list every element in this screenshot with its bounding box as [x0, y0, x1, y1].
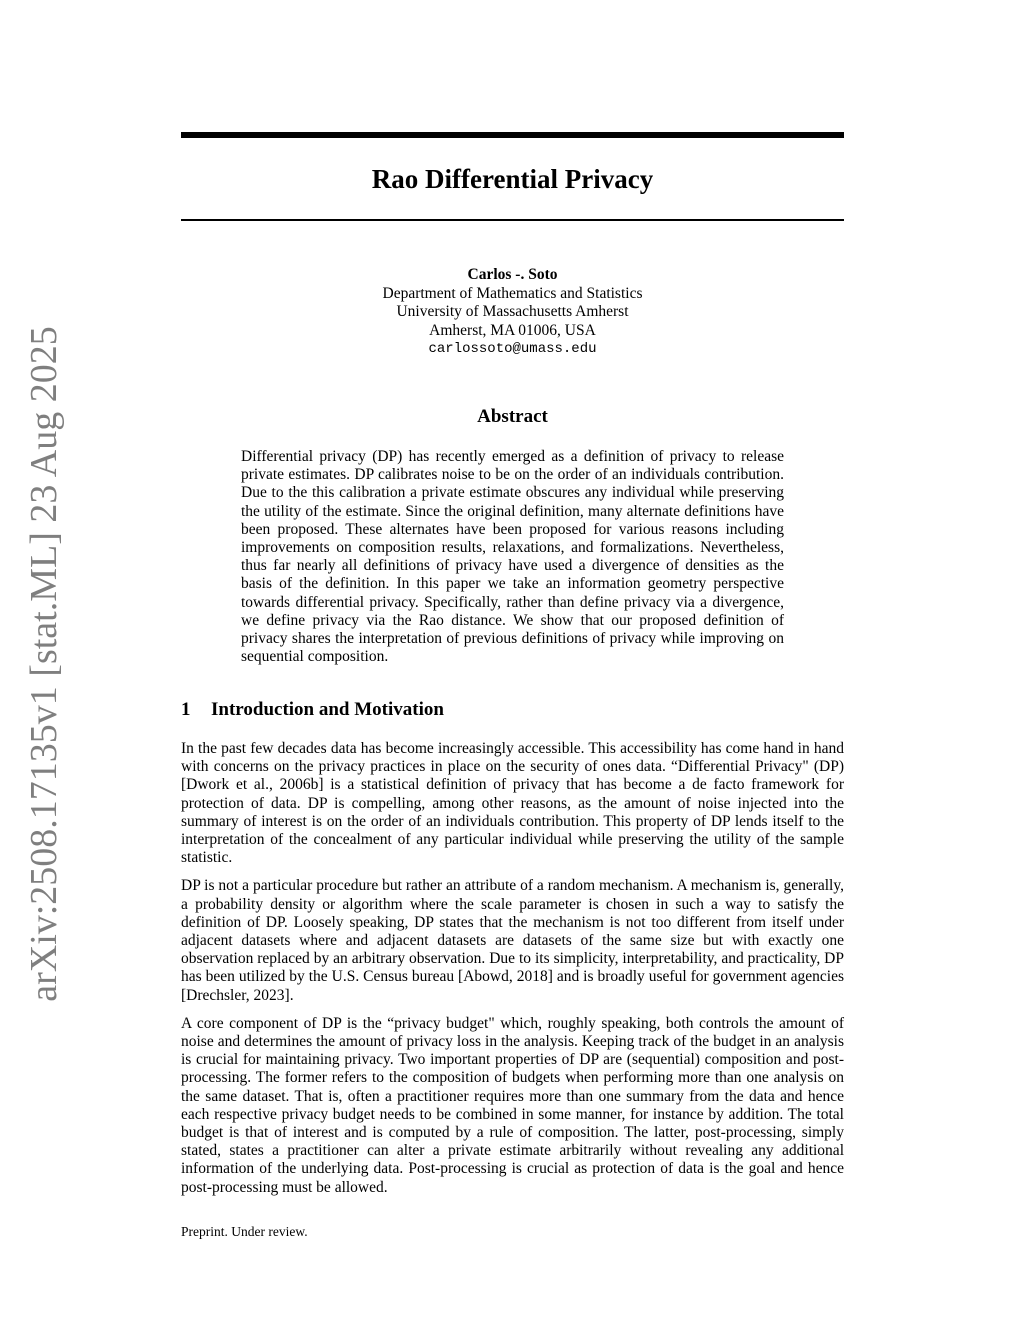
author-address: Amherst, MA 01006, USA	[429, 321, 596, 339]
paragraph: In the past few decades data has become increasingly accessible. This accessibility has come hand in hand with concerns on the privacy practices in place on the security of ones data. “Differential Privacy" (DP) [Dwork et al., 2006b] is a statistical definition of privacy that has become a de facto framework for protection of data. DP is compelling, among other reasons, as the amount of noise injected into the summary of interest is on the order of an individuals contribution. This property of DP lends itself to the interpretation of the concealment of any particular individual while preserving the utility of the sample statistic.	[181, 740, 844, 867]
paragraph: DP is not a particular procedure but rather an attribute of a random mechanism. A mechanism is, generally, a probability density or algorithm where the scale parameter is chosen in such a way to satisfy the definition of DP. Loosely speaking, DP states that the mechanism is not too different from itself under adjacent datasets where and adjacent datasets are datasets of the same size but with exactly one observation replaced by an arbitrary observation. Due to its simplicity, interpretability, and practicality, DP has been utilized by the U.S. Census bureau [Abowd, 2018] and is broadly useful for government agencies [Drechsler, 2023].	[181, 877, 844, 1004]
abstract-text: Differential privacy (DP) has recently emerged as a definition of privacy to release private estimates. DP calibrates noise to be on the order of an individuals contribution. Due to the this calibration a private estimate obscures any individual while preserving the utility of the estimate. Since the original definition, many alternate definitions have been proposed. These alternates have been proposed for various reasons including improvements on composition results, relaxations, and formalizations. Nevertheless, thus far nearly all definitions of privacy have used a divergence of densities as the basis of the definition. In this paper we take an information geometry perspective towards differential privacy. Specifically, rather than define privacy via a divergence, we define privacy via the Rao distance. We show that our proposed definition of privacy shares the interpretation of previous definitions of privacy while improving on sequential composition.	[241, 448, 784, 666]
author-email: carlossoto@umass.edu	[428, 341, 597, 358]
section-title: Introduction and Motivation	[211, 699, 444, 720]
abstract-heading: Abstract	[477, 406, 548, 427]
author-name: Carlos -. Soto	[467, 266, 558, 283]
title-rule-bottom	[181, 219, 844, 221]
author-block	[181, 266, 844, 359]
arxiv-identifier-stamp: arXiv:2508.17135v1 [stat.ML] 23 Aug 2025	[23, 326, 65, 1002]
section-heading	[181, 698, 844, 722]
paper-title: Rao Differential Privacy	[371, 164, 654, 194]
section-number: 1	[181, 699, 191, 720]
title-rule-top	[181, 132, 844, 138]
preprint-footnote: Preprint. Under review.	[181, 1224, 308, 1239]
author-university: University of Massachusetts Amherst	[396, 303, 629, 321]
paragraph: A core component of DP is the “privacy budget" which, roughly speaking, both controls the amount of noise and determines the amount of privacy loss in the analysis. Keeping track of the budget in an analysis is crucial for maintaining privacy. Two important properties of DP are (sequential) composition and post-processing. The former refers to the composition of budgets when performing more than one analysis on the same dataset. That is, often a practitioner requires more than one summary from the data and hence each respective privacy budget needs to be combined in some manner, for instance by addition. The total budget is that of interest and is computed by a rule of composition. The latter, post-processing, simply stated, states a practitioner can alter a private estimate arbitrarily without revealing any additional information of the underlying data. Post-processing is crucial as protection of data is the goal and hence post-processing must be allowed.	[181, 1014, 844, 1196]
introduction-body	[181, 740, 844, 1207]
author-department: Department of Mathematics and Statistics	[382, 284, 643, 302]
